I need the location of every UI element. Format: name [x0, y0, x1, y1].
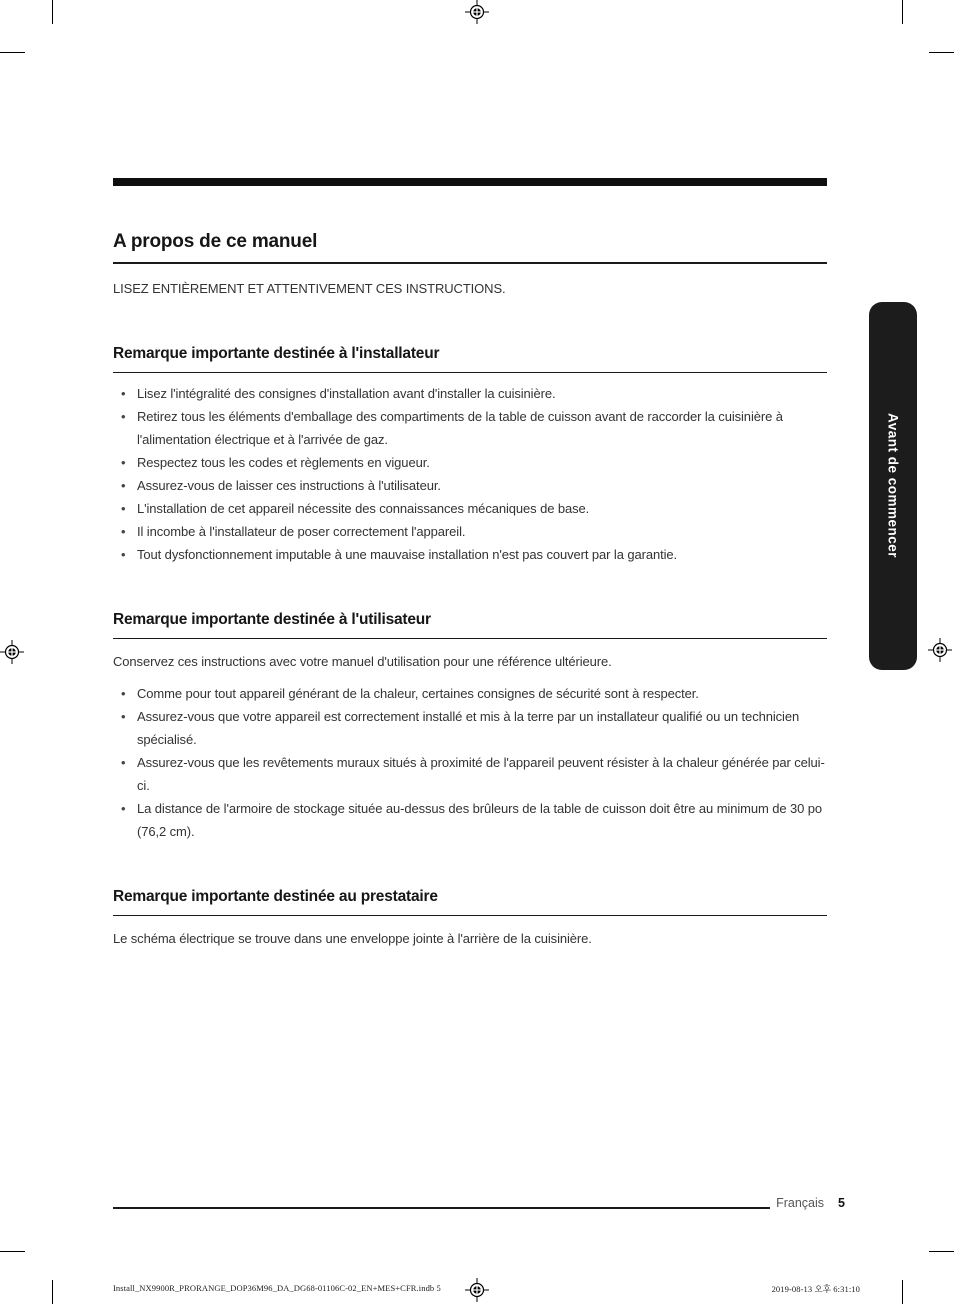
- registration-mark-icon: [0, 640, 24, 664]
- list-item: [113, 751, 827, 797]
- bullet-marker: •: [121, 686, 126, 701]
- chapter-side-tab: [869, 302, 917, 670]
- bullet-marker: •: [121, 524, 126, 539]
- crop-mark: [0, 52, 25, 53]
- title-intro-text: LISEZ ENTIÈREMENT ET ATTENTIVEMENT CES INSTRUCTIONS.: [113, 281, 506, 296]
- bullet-marker: •: [121, 755, 126, 770]
- section-heading-prestataire: Remarque importante destinée au prestataire: [113, 887, 827, 916]
- bullet-text: Assurez-vous que les revêtements muraux situés à proximité de l'appareil peuvent résister à la chaleur générée par celui-ci.: [137, 755, 825, 793]
- list-item: [113, 382, 827, 405]
- chapter-side-tab-label: Avant de commencer: [885, 413, 901, 559]
- bullet-text: Assurez-vous que votre appareil est correctement installé et mis à la terre par un installateur qualifié ou un technicien spécialisé.: [137, 709, 800, 747]
- list-item: [113, 405, 827, 451]
- bullet-text: Retirez tous les éléments d'emballage des compartiments de la table de cuisson avant de raccorder la cuisinière à l'alimentation électrique et à l'arrivée de gaz.: [137, 409, 783, 447]
- bullet-text: Respectez tous les codes et règlements en vigueur.: [137, 455, 430, 470]
- crop-mark: [52, 0, 53, 24]
- content-column: [113, 0, 827, 950]
- crop-mark: [929, 52, 954, 53]
- list-item: [113, 705, 827, 751]
- registration-mark-icon: [465, 1278, 489, 1302]
- bullet-text: Comme pour tout appareil générant de la chaleur, certaines consignes de sécurité sont à respecter.: [137, 686, 699, 701]
- bullet-marker: •: [121, 478, 126, 493]
- section-intro-text: Le schéma électrique se trouve dans une enveloppe jointe à l'arrière de la cuisinière.: [113, 931, 592, 946]
- bullet-text: La distance de l'armoire de stockage située au-dessus des brûleurs de la table de cuisson doit être au minimum de 30 po (76,2 cm).: [137, 801, 823, 839]
- bullet-marker: •: [121, 455, 126, 470]
- list-item: [113, 497, 827, 520]
- list-item: [113, 543, 827, 566]
- bullet-marker: •: [121, 801, 126, 816]
- list-item: [113, 682, 827, 705]
- page-footer: [640, 1196, 845, 1210]
- print-slug-timestamp: 2019-08-13 오후 6:31:10: [771, 1284, 860, 1294]
- section-intro-text: Conservez ces instructions avec votre manuel d'utilisation pour une référence ultérieure.: [113, 654, 612, 669]
- list-item: [113, 474, 827, 497]
- section-heading-installateur: Remarque importante destinée à l'installateur: [113, 344, 827, 373]
- bullet-marker: •: [121, 501, 126, 516]
- bullet-marker: •: [121, 409, 126, 424]
- bullet-text: L'installation de cet appareil nécessite des connaissances mécaniques de base.: [137, 501, 590, 516]
- bullet-marker: •: [121, 386, 126, 401]
- list-item: [113, 451, 827, 474]
- crop-mark: [902, 1280, 903, 1304]
- bullet-list-utilisateur: [113, 682, 827, 843]
- bullet-text: Tout dysfonctionnement imputable à une mauvaise installation n'est pas couvert par la garantie.: [137, 547, 678, 562]
- bullet-marker: •: [121, 709, 126, 724]
- registration-mark-icon: [928, 638, 952, 662]
- bullet-text: Assurez-vous de laisser ces instructions à l'utilisateur.: [137, 478, 441, 493]
- bullet-list-installateur: [113, 382, 827, 566]
- crop-mark: [0, 1251, 25, 1252]
- list-item: [113, 797, 827, 843]
- crop-mark: [929, 1251, 954, 1252]
- footer-page-number: 5: [838, 1196, 845, 1210]
- section-heading-utilisateur: Remarque importante destinée à l'utilisateur: [113, 610, 827, 639]
- print-slug-filename: Install_NX9900R_PRORANGE_DOP36M96_DA_DG68-01106C-02_EN+MES+CFR.indb 5: [113, 1283, 441, 1293]
- bullet-text: Il incombe à l'installateur de poser correctement l'appareil.: [137, 524, 466, 539]
- section-top-bar: [113, 178, 827, 186]
- crop-mark: [52, 1280, 53, 1304]
- footer-language-label: Français: [776, 1196, 825, 1210]
- bullet-text: Lisez l'intégralité des consignes d'installation avant d'installer la cuisinière.: [137, 386, 556, 401]
- page-title: A propos de ce manuel: [113, 230, 827, 264]
- bullet-marker: •: [121, 547, 126, 562]
- list-item: [113, 520, 827, 543]
- crop-mark: [902, 0, 903, 24]
